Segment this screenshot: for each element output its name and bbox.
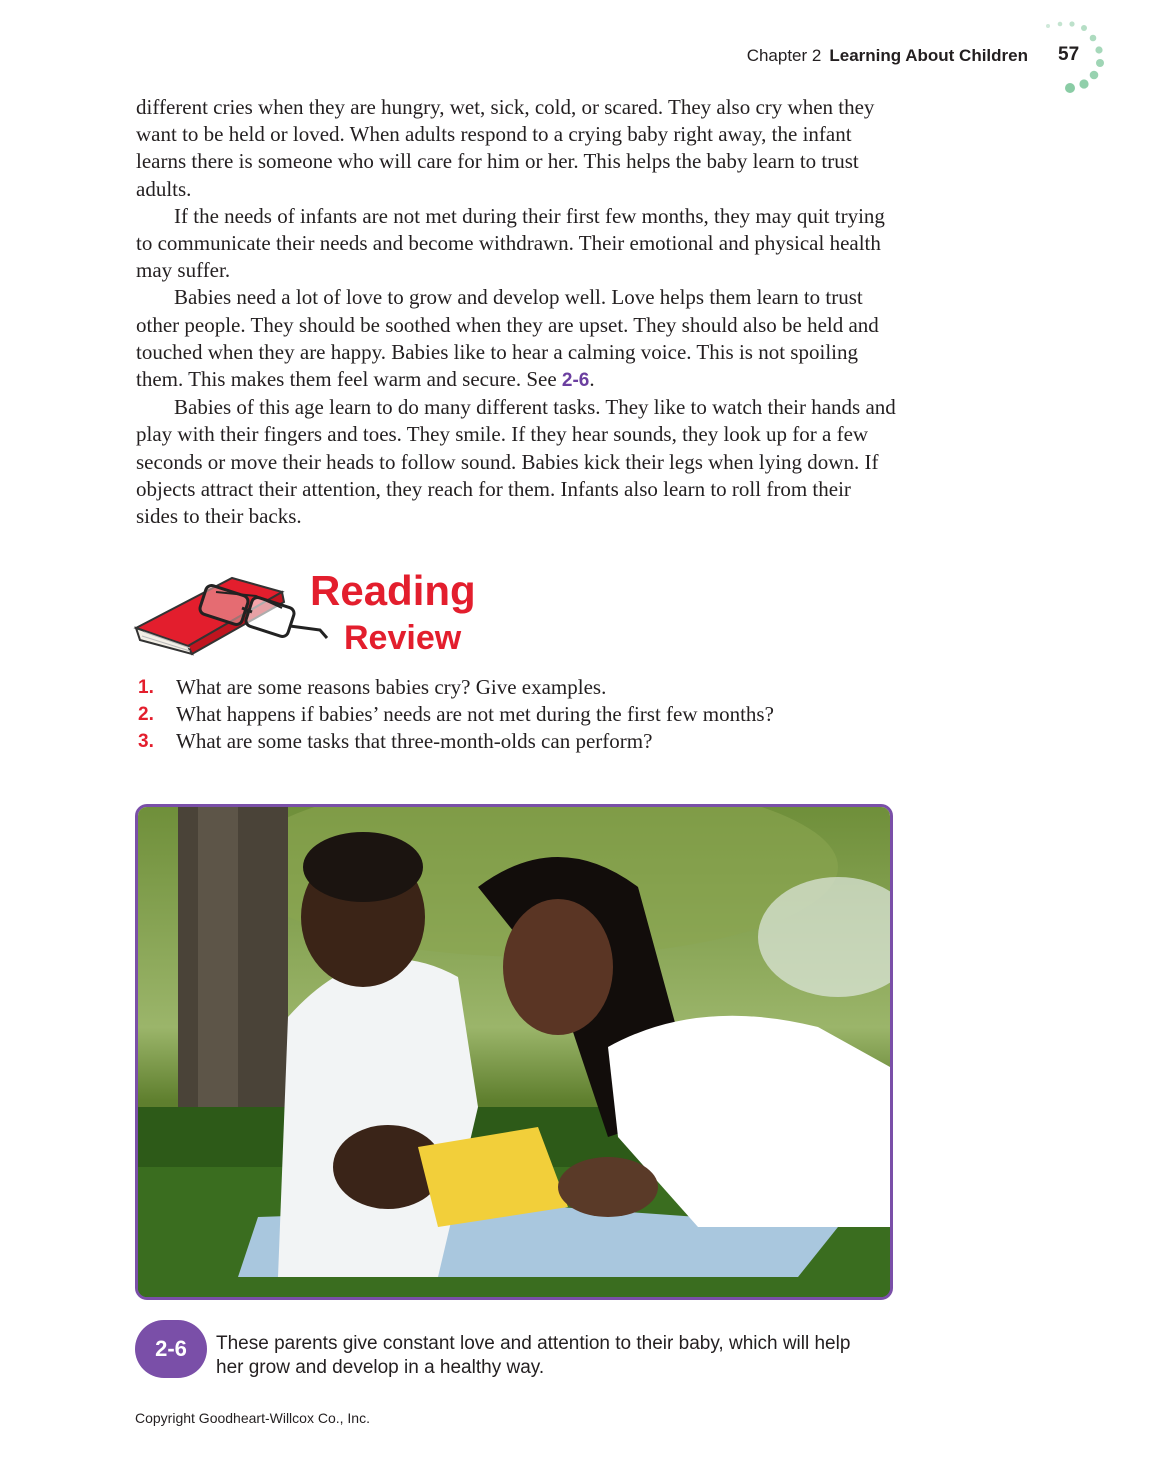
family-photo bbox=[135, 804, 893, 1300]
list-item bbox=[138, 674, 774, 701]
figure-reference-link[interactable]: 2-6 bbox=[561, 370, 590, 392]
question-text: What are some reasons babies cry? Give examples. bbox=[176, 675, 607, 699]
paragraph-2: If the needs of infants are not met during their first few months, they may quit trying to communicate their needs and become withdrawn. Their emotional and physical health may suffer. bbox=[136, 203, 885, 283]
question-text: What happens if babies’ needs are not met during the first few months? bbox=[176, 702, 774, 727]
question-number: 1. bbox=[138, 677, 154, 698]
figure-label-badge: 2-6 bbox=[135, 1320, 207, 1378]
paragraph-3: Babies need a lot of love to grow and develop well. Love helps them learn to trust other people. They should be soothed when they are upset. They should also be held and touched when they are happy. Babies like to hear a calming voice. This is not spoiling them. This makes them feel warm and secure. See 2-6. bbox=[136, 285, 879, 392]
paragraph-3-text: Babies need a lot of love to grow and develop well. Love helps them learn to trust other people. They should be soothed when they are upset. They should also be held and touched when they are happy. Babies like to hear a calming voice. This is not spoiling them. This makes them feel warm and secure. See bbox=[136, 285, 879, 392]
review-questions bbox=[138, 674, 774, 756]
chapter-title: Learning About Children bbox=[829, 46, 1028, 65]
question-number: 2. bbox=[138, 704, 154, 726]
chapter-number: Chapter 2 bbox=[746, 46, 822, 65]
figure-caption: These parents give constant love and attention to their baby, which will help her grow and develop in a healthy way. bbox=[216, 1333, 851, 1378]
paragraph-1: different cries when they are hungry, wet, sick, cold, or scared. They also cry when they want to be held or loved. When adults respond to a crying baby right away, the infant learns there is someone who will care for him or her. This helps the baby learn to trust adults. bbox=[136, 95, 875, 201]
list-item bbox=[138, 728, 774, 755]
list-item bbox=[138, 701, 774, 728]
copyright-footer: Copyright Goodheart-Willcox Co., Inc. bbox=[135, 1410, 370, 1426]
question-text: What are some tasks that three-month-olds can perform? bbox=[176, 729, 653, 754]
running-header bbox=[747, 46, 1028, 66]
question-number: 3. bbox=[138, 731, 154, 753]
reading-review-subtitle: Review bbox=[344, 619, 462, 657]
page-number: 57 bbox=[1058, 44, 1080, 65]
body-text bbox=[136, 94, 896, 530]
reading-review-title: Reading bbox=[310, 567, 476, 614]
paragraph-4: Babies of this age learn to do many different tasks. They like to watch their hands and play with their fingers and toes. They smile. If they hear sounds, they look up for a few seconds or move their heads to follow sound. Babies kick their legs when lying down. If objects attract their attention, they reach for them. Infants also learn to roll from their sides to their backs. bbox=[136, 395, 896, 529]
